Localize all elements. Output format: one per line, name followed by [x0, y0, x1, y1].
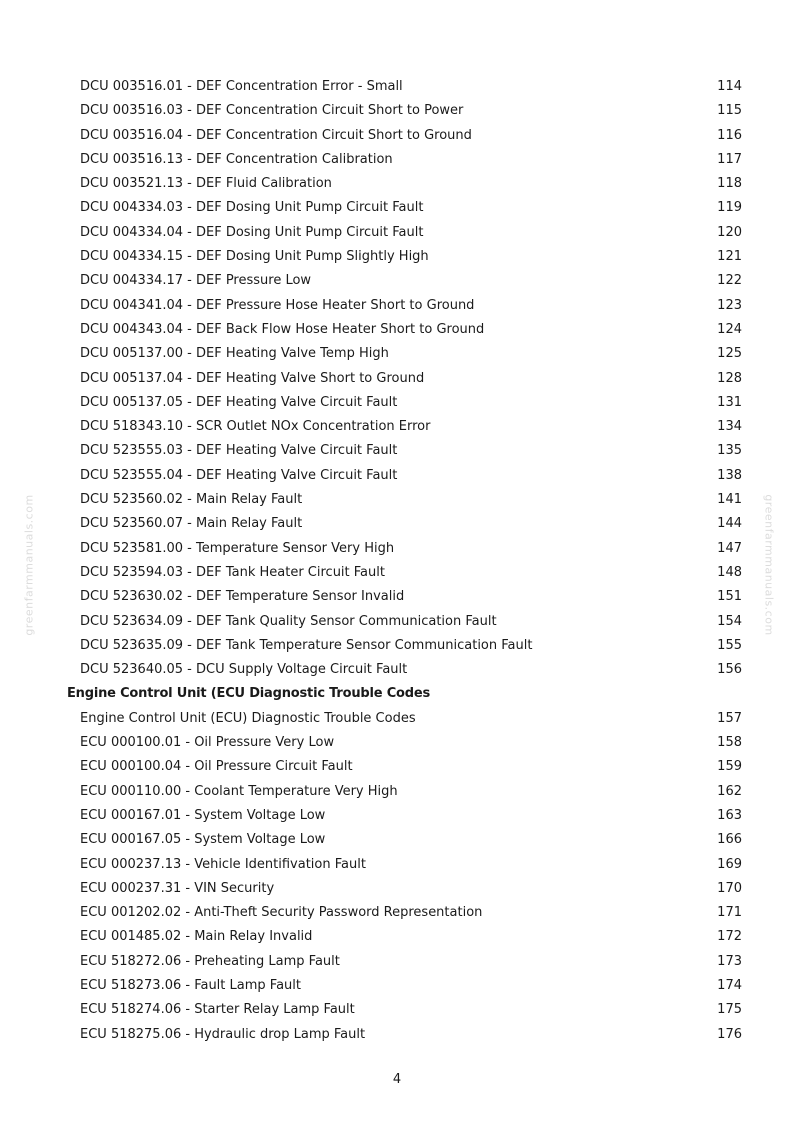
toc-entry[interactable] [0, 828, 794, 852]
toc-entry-title: DCU 004334.15 - DEF Dosing Unit Pump Slightly High [80, 249, 429, 265]
toc-entry-page: 175 [717, 1002, 742, 1018]
toc-entry-title: DCU 004343.04 - DEF Back Flow Hose Heater Short to Ground [80, 321, 485, 337]
toc-entry-page: 115 [717, 103, 742, 119]
toc-entry-title: DCU 004334.03 - DEF Dosing Unit Pump Circuit Fault [80, 200, 424, 216]
toc-entry-page: 171 [717, 905, 742, 921]
toc-entry[interactable] [0, 658, 794, 682]
toc-entry-title: ECU 001202.02 - Anti-Theft Security Password Representation [80, 905, 483, 921]
toc-entry-page: 125 [717, 346, 742, 362]
toc-entry-page: 122 [717, 273, 742, 289]
toc-entry[interactable] [0, 998, 794, 1022]
toc-entry-page: 155 [717, 637, 742, 653]
toc-entry-page: 117 [717, 151, 742, 167]
toc-entry[interactable] [0, 488, 794, 512]
toc-entry-page: 159 [717, 759, 742, 775]
toc-entry-page: 120 [717, 224, 742, 240]
toc-entry-page: 119 [717, 200, 742, 216]
toc-entry-title: DCU 003516.04 - DEF Concentration Circuit Short to Ground [80, 127, 472, 143]
toc-entry-title: DCU 523581.00 - Temperature Sensor Very High [80, 540, 395, 556]
toc-entry-page: 158 [717, 735, 742, 751]
toc-entry-title: DCU 523640.05 - DCU Supply Voltage Circuit Fault [80, 662, 408, 678]
toc-section-heading [0, 682, 794, 706]
page-number: 4 [392, 1072, 402, 1087]
toc-entry-page: 157 [717, 710, 742, 726]
toc-entry-title: DCU 518343.10 - SCR Outlet NOx Concentration Error [80, 419, 431, 435]
toc-entry-page: 128 [717, 370, 742, 386]
toc-entry-title: DCU 004334.17 - DEF Pressure Low [80, 273, 312, 289]
toc-entry-title: DCU 005137.00 - DEF Heating Valve Temp High [80, 346, 389, 362]
toc-entry-title: DCU 523630.02 - DEF Temperature Sensor Invalid [80, 589, 405, 605]
toc-entry-title: DCU 523635.09 - DEF Tank Temperature Sensor Communication Fault [80, 637, 533, 653]
toc-entry-title: Engine Control Unit (ECU Diagnostic Trouble Codes [67, 686, 431, 702]
toc-entry-page: 116 [717, 127, 742, 143]
toc-entry-page: 166 [717, 832, 742, 848]
toc-entry-page: 131 [717, 394, 742, 410]
toc-entry-page: 147 [717, 540, 742, 556]
toc-entry[interactable] [0, 512, 794, 536]
toc-entry-page: 162 [717, 783, 742, 799]
toc-entry-page: 121 [717, 249, 742, 265]
toc-entry-page: 154 [717, 613, 742, 629]
toc-entry-title: ECU 000100.04 - Oil Pressure Circuit Fault [80, 759, 353, 775]
toc-entry-title: Engine Control Unit (ECU) Diagnostic Trouble Codes [80, 710, 416, 726]
toc-entry-title: DCU 003521.13 - DEF Fluid Calibration [80, 176, 332, 192]
toc-entry[interactable] [0, 950, 794, 974]
toc-entry-page: 141 [717, 492, 742, 508]
toc-entry-title: DCU 523634.09 - DEF Tank Quality Sensor Communication Fault [80, 613, 497, 629]
table-of-contents [0, 75, 794, 1047]
toc-entry-page: 135 [717, 443, 742, 459]
toc-entry-page: 144 [717, 516, 742, 532]
toc-entry-page: 123 [717, 297, 742, 313]
watermark-right: greenfarmmanuals.com [762, 494, 776, 636]
toc-entry-title: DCU 523555.03 - DEF Heating Valve Circuit Fault [80, 443, 398, 459]
toc-entry-title: ECU 518274.06 - Starter Relay Lamp Fault [80, 1002, 355, 1018]
toc-entry[interactable] [0, 585, 794, 609]
toc-entry-page: 138 [717, 467, 742, 483]
toc-entry[interactable] [0, 148, 794, 172]
toc-entry-title: ECU 518273.06 - Fault Lamp Fault [80, 977, 301, 993]
toc-entry[interactable] [0, 925, 794, 949]
toc-entry-page: 124 [717, 321, 742, 337]
toc-entry[interactable] [0, 464, 794, 488]
toc-entry[interactable] [0, 610, 794, 634]
toc-entry-title: ECU 000237.13 - Vehicle Identifivation Fault [80, 856, 366, 872]
toc-entry[interactable] [0, 1023, 794, 1047]
toc-entry-page: 134 [717, 419, 742, 435]
toc-entry[interactable] [0, 196, 794, 220]
toc-entry-title: ECU 000237.31 - VIN Security [80, 880, 275, 896]
toc-entry[interactable] [0, 537, 794, 561]
toc-entry-page: 163 [717, 807, 742, 823]
toc-entry[interactable] [0, 853, 794, 877]
toc-entry[interactable] [0, 172, 794, 196]
toc-entry-title: DCU 523560.07 - Main Relay Fault [80, 516, 303, 532]
toc-entry-title: DCU 003516.01 - DEF Concentration Error - Small [80, 79, 403, 94]
toc-entry[interactable] [0, 804, 794, 828]
toc-entry[interactable] [0, 391, 794, 415]
toc-entry-page: 156 [717, 662, 742, 678]
toc-entry[interactable] [0, 780, 794, 804]
toc-entry[interactable] [0, 707, 794, 731]
toc-entry-title: DCU 523555.04 - DEF Heating Valve Circuit Fault [80, 467, 398, 483]
toc-entry-title: DCU 003516.13 - DEF Concentration Calibration [80, 151, 393, 167]
watermark-left: greenfarmmanuals.com [22, 494, 36, 636]
toc-entry-title: DCU 004341.04 - DEF Pressure Hose Heater Short to Ground [80, 297, 475, 313]
toc-entry-title: ECU 000167.01 - System Voltage Low [80, 807, 326, 823]
toc-entry[interactable] [0, 877, 794, 901]
toc-entry[interactable] [0, 901, 794, 925]
toc-entry[interactable] [0, 755, 794, 779]
toc-entry-page: 174 [717, 977, 742, 993]
toc-entry[interactable] [0, 731, 794, 755]
toc-entry-page: 151 [717, 589, 742, 605]
toc-entry-page: 169 [717, 856, 742, 872]
toc-entry[interactable] [0, 221, 794, 245]
toc-entry-title: DCU 005137.04 - DEF Heating Valve Short to Ground [80, 370, 425, 386]
toc-entry[interactable] [0, 439, 794, 463]
toc-entry[interactable] [0, 294, 794, 318]
toc-entry-title: ECU 001485.02 - Main Relay Invalid [80, 929, 313, 945]
toc-entry[interactable] [0, 318, 794, 342]
toc-entry[interactable] [0, 75, 794, 99]
toc-entry-title: ECU 000110.00 - Coolant Temperature Very High [80, 783, 398, 799]
toc-entry-title: ECU 518275.06 - Hydraulic drop Lamp Fault [80, 1026, 366, 1042]
toc-entry-page: 148 [717, 564, 742, 580]
toc-entry[interactable] [0, 415, 794, 439]
toc-entry-page: 114 [717, 79, 742, 94]
toc-entry[interactable] [0, 124, 794, 148]
toc-entry-page: 118 [717, 176, 742, 192]
toc-entry-page: 176 [717, 1026, 742, 1042]
toc-entry-page: 172 [717, 929, 742, 945]
toc-entry[interactable] [0, 99, 794, 123]
toc-entry-title: DCU 523594.03 - DEF Tank Heater Circuit Fault [80, 564, 385, 580]
toc-entry[interactable] [0, 367, 794, 391]
toc-entry-title: DCU 523560.02 - Main Relay Fault [80, 492, 303, 508]
toc-entry-title: ECU 000100.01 - Oil Pressure Very Low [80, 735, 335, 751]
toc-entry-page: 173 [717, 953, 742, 969]
toc-entry-title: DCU 005137.05 - DEF Heating Valve Circuit Fault [80, 394, 398, 410]
toc-entry-title: ECU 000167.05 - System Voltage Low [80, 832, 326, 848]
toc-entry[interactable] [0, 974, 794, 998]
toc-entry-title: DCU 004334.04 - DEF Dosing Unit Pump Circuit Fault [80, 224, 424, 240]
toc-entry[interactable] [0, 561, 794, 585]
toc-entry-title: ECU 518272.06 - Preheating Lamp Fault [80, 953, 340, 969]
toc-entry[interactable] [0, 269, 794, 293]
toc-entry[interactable] [0, 342, 794, 366]
toc-entry-title: DCU 003516.03 - DEF Concentration Circuit Short to Power [80, 103, 464, 119]
toc-entry-page: 170 [717, 880, 742, 896]
toc-entry[interactable] [0, 634, 794, 658]
toc-entry[interactable] [0, 245, 794, 269]
